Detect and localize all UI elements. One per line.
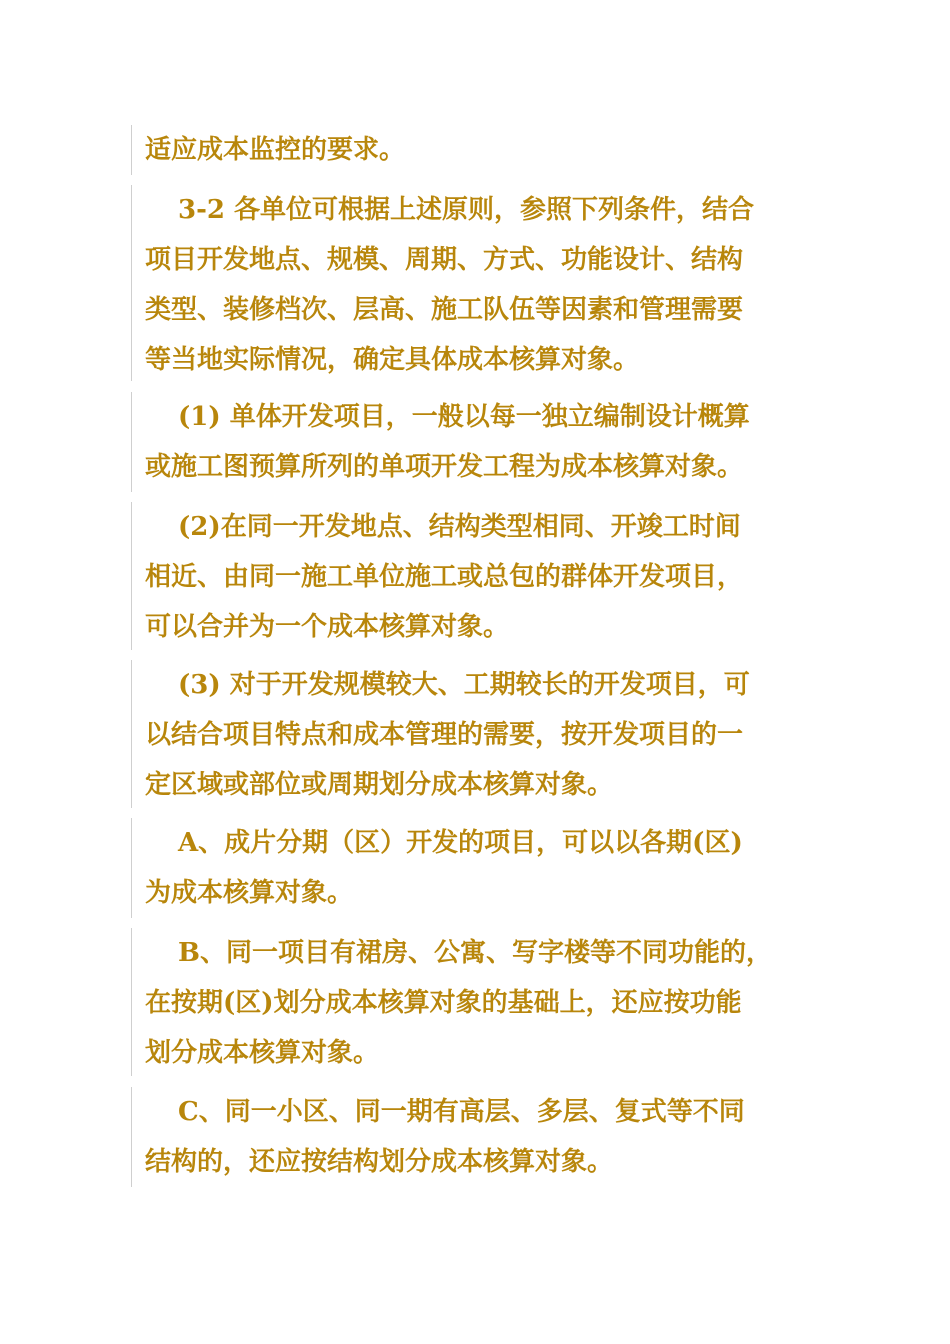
paragraph-line: 划分成本核算对象。 xyxy=(145,1038,380,1068)
paragraph-line: 为成本核算对象。 xyxy=(145,878,354,908)
paragraph-line: 或施工图预算所列的单项开发工程为成本核算对象。 xyxy=(145,452,744,482)
paragraph-block-6 xyxy=(131,818,831,918)
paragraph-line: 3-2 各单位可根据上述原则，参照下列条件，结合 xyxy=(178,195,755,225)
paragraph-line: 定区域或部位或周期划分成本核算对象。 xyxy=(145,770,614,800)
paragraph-line: (3) 对于开发规模较大、工期较长的开发项目，可 xyxy=(178,670,750,700)
paragraph-line: 以结合项目特点和成本管理的需要，按开发项目的一 xyxy=(145,720,744,750)
paragraph-line: B、同一项目有裙房、公寓、写字楼等不同功能的， xyxy=(178,938,772,968)
paragraph-line: 适应成本监控的要求。 xyxy=(145,135,406,165)
paragraph-line: (1) 单体开发项目，一般以每一独立编制设计概算 xyxy=(178,402,750,432)
paragraph-block-2 xyxy=(131,185,831,381)
paragraph-block-8 xyxy=(131,1087,831,1187)
paragraph-line: (2)在同一开发地点、结构类型相同、开竣工时间 xyxy=(178,512,741,542)
paragraph-block-3 xyxy=(131,392,831,492)
paragraph-line: 项目开发地点、规模、周期、方式、功能设计、结构 xyxy=(145,245,744,275)
paragraph-line: 结构的，还应按结构划分成本核算对象。 xyxy=(145,1147,614,1177)
paragraph-line: 等当地实际情况，确定具体成本核算对象。 xyxy=(145,345,640,375)
paragraph-line: C、同一小区、同一期有高层、多层、复式等不同 xyxy=(178,1097,745,1127)
paragraph-block-4 xyxy=(131,502,831,650)
paragraph-block-5 xyxy=(131,660,831,808)
paragraph-line: 相近、由同一施工单位施工或总包的群体开发项目， xyxy=(145,562,744,592)
paragraph-line: 在按期(区)划分成本核算对象的基础上，还应按功能 xyxy=(145,988,742,1018)
paragraph-line: A、成片分期（区）开发的项目，可以以各期(区) xyxy=(178,828,743,858)
paragraph-block-7 xyxy=(131,928,831,1076)
paragraph-block-1 xyxy=(131,125,831,175)
paragraph-line: 类型、装修档次、层高、施工队伍等因素和管理需要 xyxy=(145,295,744,325)
paragraph-line: 可以合并为一个成本核算对象。 xyxy=(145,612,510,642)
